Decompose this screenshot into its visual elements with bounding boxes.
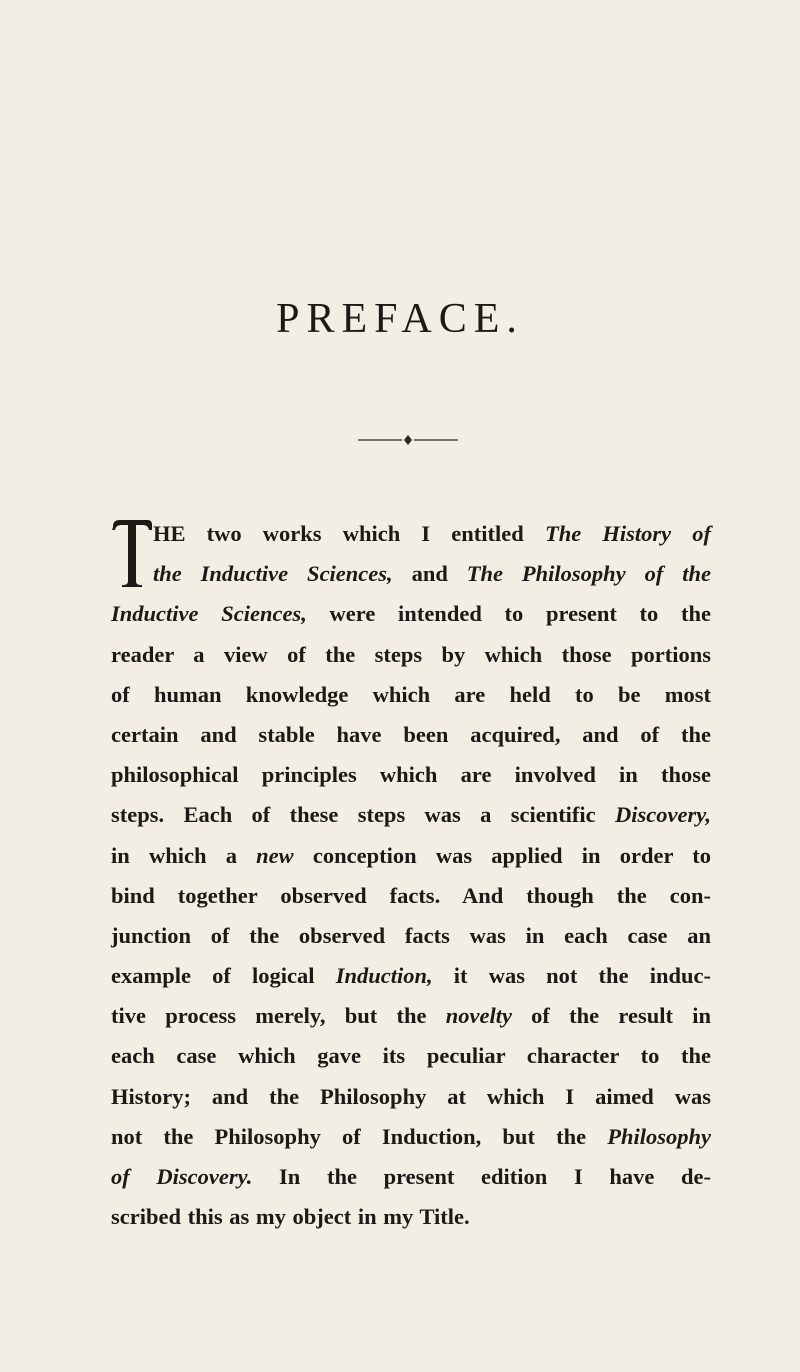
text-segment: and [392,561,467,587]
text-segment: it was not the induc- [432,963,711,989]
text-segment: bind together observed facts. And though the con- [111,882,711,908]
italic-text: of Discovery. [111,1164,253,1189]
text-segment: were intended to present to the [306,601,711,627]
italic-text: The History of [544,521,712,546]
text-segment: example of logical [111,963,336,989]
text-segment: conception was applied in order to [293,842,712,868]
text-line [111,594,711,634]
italic-text: Discovery, [615,802,711,828]
text-segment: reader a view of the steps by which those portions [111,641,711,667]
text-line [111,1117,711,1157]
text-segment: certain and stable have been acquired, and of the [111,721,711,747]
text-line [111,635,711,675]
text-line [111,996,711,1036]
text-segment: not the Philosophy of Induction, but the [111,1123,608,1149]
text-segment: philosophical principles which are involved in those [111,762,711,788]
text-line [111,755,711,795]
text-line [111,675,711,715]
text-line [111,916,711,956]
text-segment: In the present edition I have de- [252,1164,711,1189]
text-line [111,795,711,835]
text-line [111,876,711,916]
text-line [111,514,711,554]
text-line [111,956,711,996]
text-line [111,554,711,594]
text-segment: History; and the Philosophy at which I aimed was [111,1083,711,1109]
text-segment: steps. Each of these steps was a scientific [111,802,615,828]
text-line [111,1157,711,1197]
text-segment: of the result in [511,1003,711,1029]
italic-text: Induction, [335,963,433,989]
text-line [111,1197,711,1237]
italic-text: novelty [445,1003,512,1029]
text-segment: of human knowledge which are held to be most [111,681,711,707]
preface-body [111,514,711,1237]
text-segment: junction of the observed facts was in each case an [111,922,711,948]
text-segment: scribed this as my object in my Title. [111,1204,470,1230]
italic-text: the Inductive Sciences, [153,561,393,587]
text-line [111,1036,711,1076]
text-line [111,836,711,876]
text-line [111,715,711,755]
italic-text: Inductive Sciences, [111,601,307,627]
page-title: PREFACE. [276,296,524,342]
text-line [111,1077,711,1117]
italic-text: new [256,842,294,868]
text-segment: tive process merely, but the [111,1003,446,1029]
italic-text: The Philosophy of the [466,561,711,587]
text-segment: HE two works which I entitled [153,521,545,546]
italic-text: Philosophy [607,1123,711,1149]
text-segment: in which a [111,842,257,868]
text-segment: each case which gave its peculiar character to the [111,1043,711,1069]
ornament-divider [358,434,458,446]
